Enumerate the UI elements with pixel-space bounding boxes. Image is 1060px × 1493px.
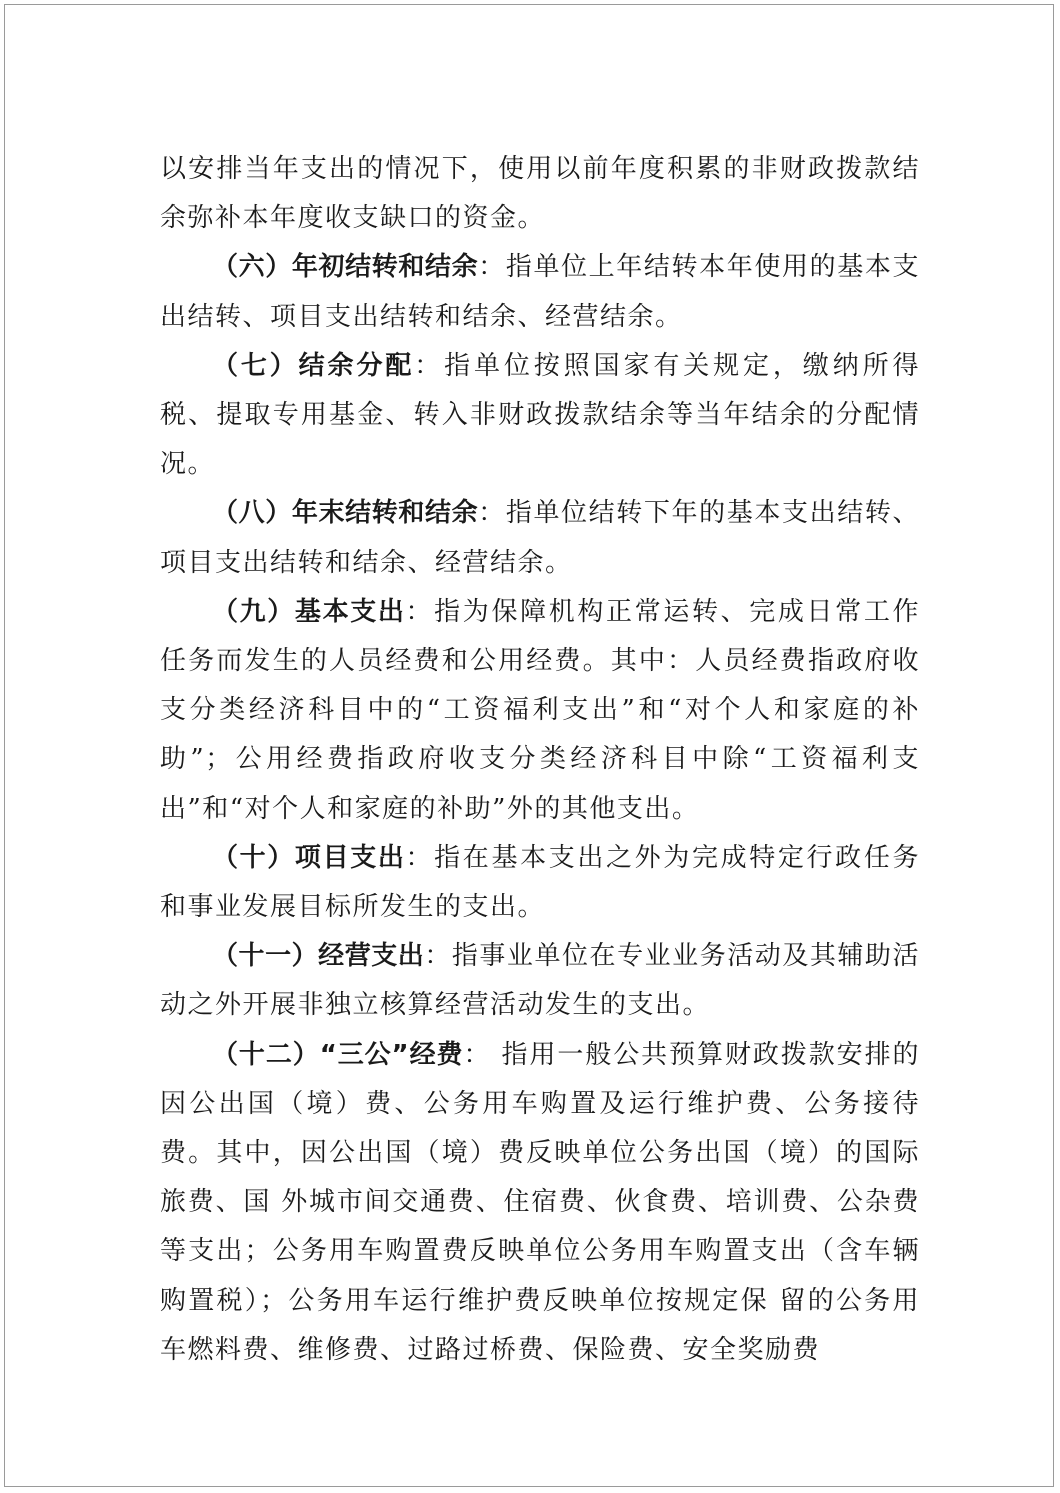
- paragraph-text: ：指为保障机构正常运转、完成日常工作任务而发生的人员经费和公用经费。其中：人员经费指政府收支分类经济科目中的“工资福利支出”和“对个人和家庭的补助”；公用经费指政府收支分类经济科目中除“工资福利支出”和“对个人和家庭的补助”外的其他支出。: [160, 596, 920, 824]
- term-heading: （八）年末结转和结余: [212, 498, 479, 529]
- term-heading: （九）基本支出: [212, 596, 406, 627]
- paragraph-continuation: [160, 145, 920, 243]
- document-page: [4, 4, 1054, 1487]
- paragraph-operating-expenditure: [160, 932, 920, 1030]
- paragraph-three-public-expenses: [160, 1031, 920, 1375]
- document-body: [160, 145, 920, 1375]
- paragraph-text: ：指在基本支出之外为完成特定行政任务和事业发展目标所发生的支出。: [160, 842, 920, 923]
- term-heading: （七）结余分配: [212, 350, 415, 381]
- term-heading: （十）项目支出: [212, 842, 406, 873]
- paragraph-closing-balance: [160, 489, 920, 587]
- term-heading: （十一）经营支出: [212, 941, 425, 972]
- paragraph-opening-balance: [160, 243, 920, 341]
- paragraph-text: 以安排当年支出的情况下，使用以前年度积累的非财政拨款结余弥补本年度收支缺口的资金。: [160, 154, 920, 234]
- paragraph-text: ：指单位结转下年的基本支出结转、项目支出结转和结余、经营结余。: [160, 498, 920, 578]
- paragraph-project-expenditure: [160, 834, 920, 932]
- term-heading: （六）年初结转和结余: [212, 252, 479, 283]
- paragraph-basic-expenditure: [160, 588, 920, 834]
- paragraph-text: ：指单位按照国家有关规定，缴纳所得税、提取专用基金、转入非财政拨款结余等当年结余的分配情况。: [160, 350, 920, 480]
- paragraph-surplus-distribution: [160, 342, 920, 490]
- paragraph-text: ： 指用一般公共预算财政拨款安排的因公出国（境）费、公务用车购置及运行维护费、公务接待费。其中，因公出国（境）费反映单位公务出国（境）的国际旅费、国 外城市间交通费、住宿费、伙食费、培训费、公杂费等支出；公务用车购置费反映单位公务用车购置支出（含车辆购置税）；公务用车运行维护费反映单位按规定保 留的公务用车燃料费、维修费、过路过桥费、保险费、安全奖励费: [160, 1039, 921, 1365]
- paragraph-text: ：指事业单位在专业业务活动及其辅助活动之外开展非独立核算经营活动发生的支出。: [160, 941, 920, 1021]
- paragraph-text: ：指单位上年结转本年使用的基本支出结转、项目支出结转和结余、经营结余。: [160, 252, 920, 332]
- term-heading: （十二）“三公”经费: [212, 1039, 464, 1070]
